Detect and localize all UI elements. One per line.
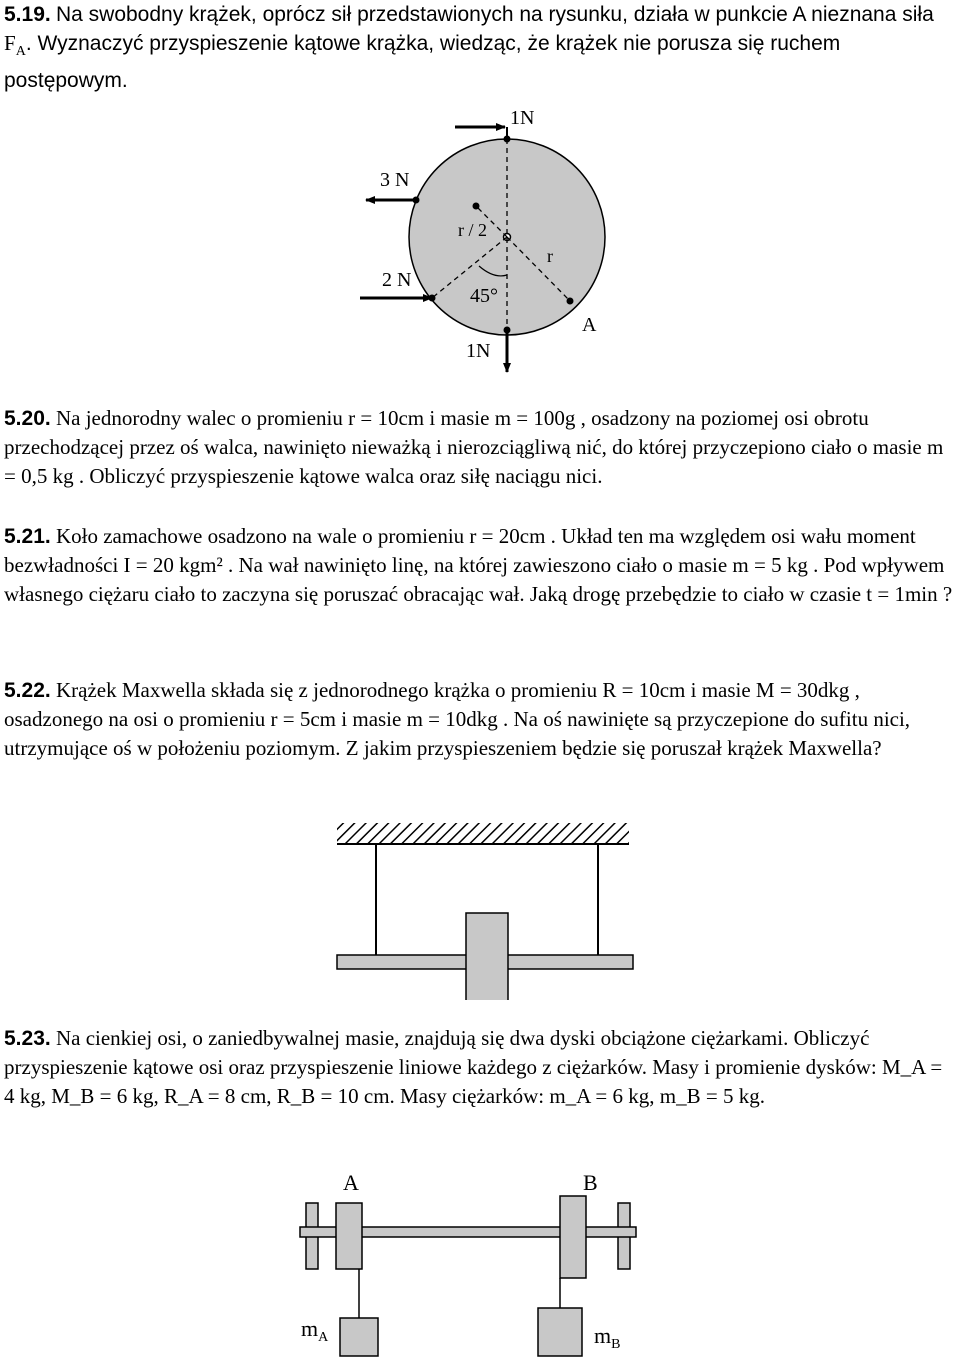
problem-5-19 — [4, 0, 956, 95]
problem-text: Na cienkiej osi, o zaniedbywalnej masie, znajdują się dwa dyski obciążone ciężarkami. Obliczyć przyspieszenie kątowe osi oraz przyspieszenie liniowe każdego z ciężarków. Masy i promienie dysków: M_A = 4 kg, M_B = 6 kg, R_A = 8 cm, R_B = 10 cm. Masy ciężarków: m_A = 6 kg, m_B = 5 kg. — [4, 1026, 943, 1108]
label-3n: 3 N — [380, 169, 410, 191]
problem-text-part-1: Na swobodny krążek, oprócz sił przedstawionych na rysunku, działa w punkcie A nieznana siła — [55, 3, 934, 26]
disk-b — [560, 1196, 586, 1278]
problem-number: 5.19. — [4, 3, 51, 26]
force-subscript: A — [15, 44, 26, 59]
problem-5-23 — [4, 1024, 956, 1111]
weight-b — [538, 1308, 582, 1356]
problem-text: Na jednorodny walec o promieniu r = 10cm i masie m = 100g , osadzony na poziomej osi obrotu przechodzącej przez oś walca, nawinięto nieważką i nierozciągliwą nić, do której przyczepiono ciało o masie m = 0,5 kg . Obliczyć przyspieszenie kątowe walca oraz siłę naciągu nici. — [4, 406, 944, 488]
maxwell-disk-diagram — [0, 815, 960, 1000]
point-a — [567, 298, 574, 305]
label-mass-b: $m_B$ — [594, 1323, 621, 1352]
problem-number: 5.22. — [4, 679, 51, 702]
problem-number: 5.23. — [4, 1027, 51, 1050]
label-r: r — [547, 246, 553, 266]
ceiling — [337, 823, 629, 843]
problem-text-part-2: . Wyznaczyć przyspieszenie kątowe krążka, wiedząc, że krążek nie porusza się ruchem postępowym. — [4, 32, 841, 92]
disk-a — [336, 1203, 362, 1269]
problem-number: 5.21. — [4, 525, 51, 548]
problem-5-20 — [4, 404, 956, 491]
label-2n: 2 N — [382, 269, 412, 291]
problem-5-22 — [4, 676, 956, 763]
two-disks-diagram — [0, 1160, 960, 1357]
disk-force-diagram — [0, 95, 960, 385]
problem-text: Koło zamachowe osadzono na wale o promieniu r = 20cm . Układ ten ma względem osi wału moment bezwładności I = 20 kgm² . Na wał nawinięto linę, na której zawieszono ciało o masie m = 5 kg . Pod wpływem własnego ciężaru ciało to zaczyna się poruszać obracając wał. Jaką drogę przebędzie to ciało w czasie t = 1min ? — [4, 524, 953, 606]
label-1n-bottom: 1N — [466, 340, 491, 362]
weight-a — [340, 1318, 378, 1356]
maxwell-disk — [466, 913, 508, 1000]
label-disk-b: B — [583, 1170, 598, 1195]
problem-5-21 — [4, 522, 956, 609]
force-symbol: F — [4, 31, 16, 55]
problem-number: 5.20. — [4, 407, 51, 430]
label-45-deg: 45° — [470, 285, 498, 307]
problem-text: Krążek Maxwella składa się z jednorodnego krążka o promieniu R = 10cm i masie M = 30dkg , osadzonego na osi o promieniu r = 5cm i masie m = 10dkg . Na oś nawinięte są przyczepione do sufitu nici, utrzymujące oś w położeniu poziomym. Z jakim przyspieszeniem będzie się poruszał krążek Maxwella? — [4, 678, 911, 760]
label-a: A — [582, 314, 597, 336]
label-mass-a: $m_A$ — [301, 1316, 329, 1345]
label-r-half: r / 2 — [458, 220, 487, 240]
label-disk-a: A — [343, 1170, 359, 1195]
label-1n-top: 1N — [510, 107, 535, 129]
